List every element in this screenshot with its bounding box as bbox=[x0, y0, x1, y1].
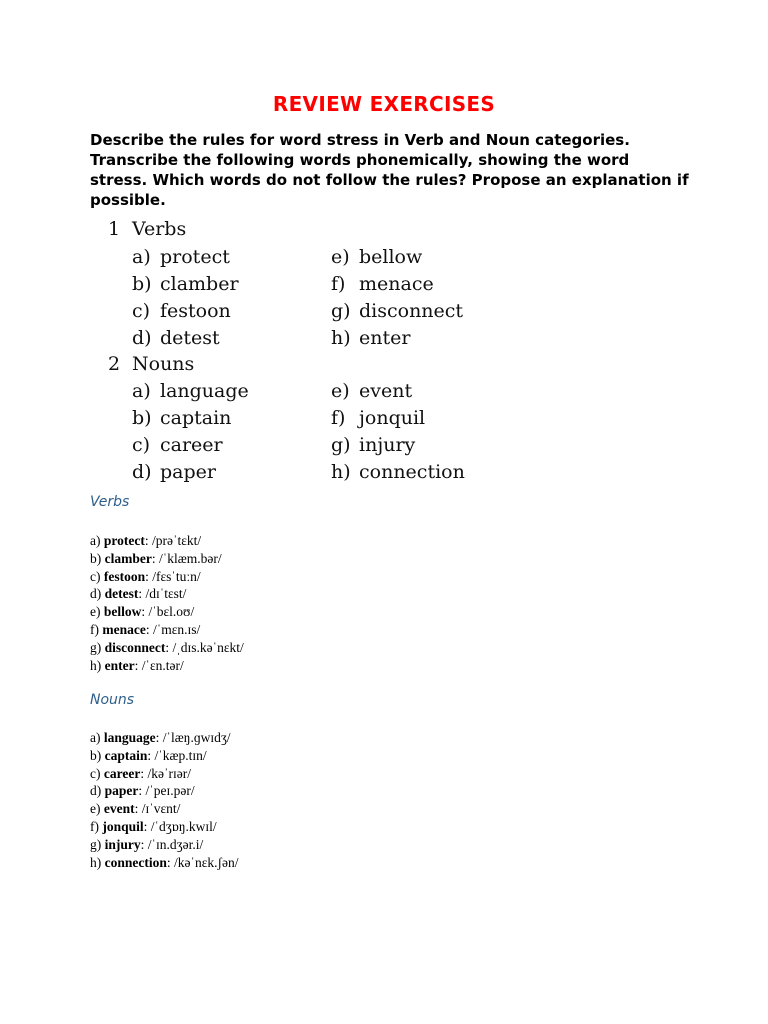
row-ipa: : /ˈdʒɒŋ.kwɪl/ bbox=[143, 818, 217, 834]
transcription-row bbox=[90, 765, 239, 783]
row-ipa: : /ˈbɛl.oʊ/ bbox=[141, 604, 195, 620]
answers-heading-nouns: Nouns bbox=[90, 692, 135, 708]
row-letter: d) bbox=[90, 586, 105, 602]
item-word: career bbox=[160, 434, 223, 456]
transcription-row bbox=[90, 621, 244, 639]
section-heading-verbs bbox=[108, 218, 186, 240]
item-word: injury bbox=[359, 434, 416, 456]
section-title: Verbs bbox=[132, 218, 187, 240]
page-title: REVIEW EXERCISES bbox=[272, 92, 496, 116]
section-number: 2 bbox=[108, 353, 121, 375]
transcription-row bbox=[90, 532, 244, 550]
list-item bbox=[331, 327, 410, 349]
list-item bbox=[132, 461, 216, 483]
row-word: event bbox=[103, 801, 135, 817]
transcription-row bbox=[90, 818, 239, 836]
row-word: clamber bbox=[104, 550, 152, 566]
instructions-paragraph: Describe the rules for word stress in Verb and Noun categories. Transcribe the following words phonemically, showing the word stress. Which words do not follow the rules? Propose an explanation if possible. bbox=[90, 131, 689, 209]
row-ipa: : /ˈkæp.tɪn/ bbox=[147, 747, 207, 763]
item-word: menace bbox=[359, 273, 434, 295]
row-ipa: : /dɪˈtɛst/ bbox=[138, 586, 187, 602]
row-letter: f) bbox=[90, 621, 103, 637]
row-ipa: : /kəˈnɛk.ʃən/ bbox=[166, 854, 239, 870]
section-number: 1 bbox=[108, 218, 121, 240]
row-word: enter bbox=[104, 657, 135, 673]
list-item bbox=[132, 434, 223, 456]
row-letter: b) bbox=[90, 550, 105, 566]
answers-heading-verbs: Verbs bbox=[90, 494, 130, 510]
row-letter: b) bbox=[90, 747, 105, 763]
section-heading-nouns bbox=[108, 353, 194, 375]
item-word: protect bbox=[160, 246, 230, 268]
item-letter: c) bbox=[132, 300, 151, 322]
item-word: clamber bbox=[160, 273, 239, 295]
row-word: menace bbox=[102, 621, 146, 637]
item-letter: f) bbox=[331, 407, 346, 429]
item-letter: b) bbox=[132, 273, 152, 295]
item-letter: a) bbox=[132, 380, 151, 402]
transcription-row bbox=[90, 800, 239, 818]
row-letter: h) bbox=[90, 854, 105, 870]
item-word: festoon bbox=[160, 300, 231, 322]
transcription-row bbox=[90, 657, 244, 675]
row-ipa: : /ˈklæm.bər/ bbox=[151, 550, 222, 566]
item-word: language bbox=[160, 380, 249, 402]
row-letter: a) bbox=[90, 730, 104, 745]
row-letter: c) bbox=[90, 568, 104, 584]
row-letter: a) bbox=[90, 533, 104, 548]
row-word: captain bbox=[104, 747, 148, 763]
transcription-row bbox=[90, 747, 239, 765]
row-letter: e) bbox=[90, 604, 104, 620]
item-word: detest bbox=[160, 327, 220, 349]
row-word: connection bbox=[104, 854, 167, 870]
row-ipa: : /ˈpeɪ.pər/ bbox=[138, 783, 195, 799]
list-item bbox=[331, 246, 422, 268]
row-word: festoon bbox=[103, 568, 146, 584]
item-word: bellow bbox=[359, 246, 423, 268]
list-item bbox=[331, 407, 425, 429]
row-ipa: : /ˈɛn.tər/ bbox=[134, 657, 184, 673]
item-letter: g) bbox=[331, 434, 351, 456]
row-letter: d) bbox=[90, 783, 105, 799]
item-word: disconnect bbox=[359, 300, 464, 322]
item-letter: g) bbox=[331, 300, 351, 322]
transcription-row bbox=[90, 603, 244, 621]
list-item bbox=[331, 461, 465, 483]
list-item bbox=[331, 434, 415, 456]
row-ipa: : /ˌdɪs.kəˈnɛkt/ bbox=[165, 639, 244, 655]
transcription-row bbox=[90, 854, 239, 872]
transcription-row bbox=[90, 639, 244, 657]
nouns-transcription-list bbox=[90, 729, 239, 871]
list-item bbox=[132, 246, 230, 268]
transcription-row bbox=[90, 729, 239, 747]
item-letter: e) bbox=[331, 380, 350, 402]
item-word: jonquil bbox=[359, 407, 426, 429]
row-word: career bbox=[103, 765, 141, 781]
list-item bbox=[331, 300, 463, 322]
transcription-row bbox=[90, 568, 244, 586]
item-word: event bbox=[359, 380, 413, 402]
item-word: paper bbox=[160, 461, 216, 483]
row-word: language bbox=[103, 730, 156, 745]
row-letter: h) bbox=[90, 657, 105, 673]
item-letter: e) bbox=[331, 246, 350, 268]
row-ipa: : /ɪˈvɛnt/ bbox=[134, 801, 181, 817]
item-letter: h) bbox=[331, 327, 351, 349]
list-item bbox=[331, 380, 412, 402]
list-item bbox=[132, 407, 231, 429]
transcription-row bbox=[90, 550, 244, 568]
list-item bbox=[132, 327, 220, 349]
row-letter: g) bbox=[90, 639, 105, 655]
row-word: injury bbox=[104, 836, 141, 852]
item-letter: h) bbox=[331, 461, 351, 483]
item-letter: a) bbox=[132, 246, 151, 268]
item-word: connection bbox=[359, 461, 465, 483]
item-letter: c) bbox=[132, 434, 151, 456]
transcription-row bbox=[90, 836, 239, 854]
list-item bbox=[132, 380, 249, 402]
item-letter: b) bbox=[132, 407, 152, 429]
list-item bbox=[132, 273, 239, 295]
row-word: protect bbox=[103, 533, 145, 548]
row-ipa: : /kəˈrɪər/ bbox=[140, 765, 191, 781]
row-ipa: : /prəˈtɛkt/ bbox=[144, 533, 202, 548]
row-word: bellow bbox=[103, 604, 142, 620]
row-ipa: : /ˈlæŋ.ɡwɪdʒ/ bbox=[155, 730, 231, 745]
item-letter: d) bbox=[132, 327, 152, 349]
list-item bbox=[331, 273, 434, 295]
section-title: Nouns bbox=[132, 353, 195, 375]
verbs-transcription-list bbox=[90, 532, 244, 674]
transcription-row bbox=[90, 585, 244, 603]
list-item bbox=[132, 300, 231, 322]
row-word: detest bbox=[104, 586, 139, 602]
row-ipa: : /ˈɪn.dʒər.i/ bbox=[140, 836, 204, 852]
item-letter: f) bbox=[331, 273, 346, 295]
row-word: jonquil bbox=[102, 818, 144, 834]
item-word: enter bbox=[359, 327, 411, 349]
exercise-word-list bbox=[0, 218, 768, 488]
row-letter: g) bbox=[90, 836, 105, 852]
row-letter: c) bbox=[90, 765, 104, 781]
transcription-row bbox=[90, 782, 239, 800]
row-ipa: : /fɛsˈtuːn/ bbox=[145, 568, 201, 584]
item-letter: d) bbox=[132, 461, 152, 483]
item-word: captain bbox=[160, 407, 232, 429]
row-letter: f) bbox=[90, 818, 103, 834]
row-word: paper bbox=[104, 783, 139, 799]
row-letter: e) bbox=[90, 801, 104, 817]
row-word: disconnect bbox=[104, 639, 166, 655]
row-ipa: : /ˈmɛn.ɪs/ bbox=[145, 621, 201, 637]
